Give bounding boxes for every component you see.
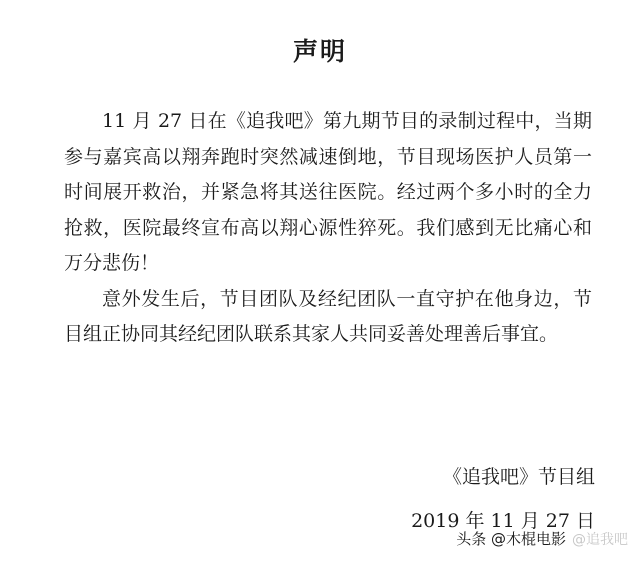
paragraph-2: 意外发生后，节目团队及经纪团队一直守护在他身边，节目组正协同其经纪团队联系其家人共同妥善处理善后事宜。 — [64, 287, 592, 345]
document-body — [64, 104, 592, 353]
paragraph-1: 11 月 27 日在《追我吧》第九期节目的录制过程中，当期参与嘉宾高以翔奔跑时突然减速倒地，节目现场医护人员第一时间展开救治，并紧急将其送往医院。经过两个多小时的全力抢救，医院最终宣布高以翔心源性猝死。我们感到无比痛心和万分悲伤！ — [64, 110, 592, 274]
watermark — [456, 528, 628, 549]
document-title: 声明 — [292, 37, 347, 66]
watermark-ghost-text: @追我吧 — [572, 531, 628, 548]
signature-org: 《追我吧》节目组 — [442, 466, 595, 488]
signature-date: 2019 年 11 月 27 日 — [411, 510, 595, 532]
watermark-text: 头条 @木棍电影 — [456, 530, 566, 548]
